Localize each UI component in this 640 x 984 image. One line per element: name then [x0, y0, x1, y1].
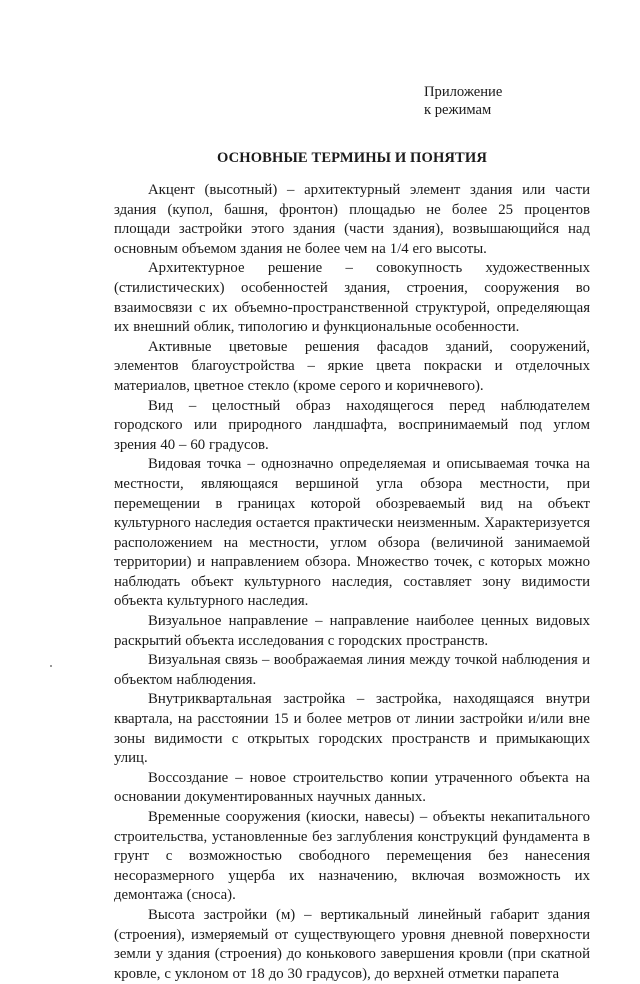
term-paragraph-building-height: Высота застройки (м) – вертикальный линейный габарит здания (строения), измеряемый от существующего уровня дневной поверхности земли у здания (строения) до конькового завершения кровли (при скатной кровле, с уклоном от 18 до 30 градусов), до верхней отметки парапета — [114, 906, 590, 982]
term-paragraph-visual-direction: Визуальное направление – направление наиболее ценных видовых раскрытий объекта исследования с городских пространств. — [114, 613, 590, 649]
term-paragraph-architectural-solution: Архитектурное решение – совокупность художественных (стилистических) особенностей здания, строения, сооружения во взаимосвязи с их объемно-пространственной структурой, определяющая их внешний облик, типологию и функциональные особенности. — [114, 260, 590, 336]
term-paragraph-view: Вид – целостный образ находящегося перед наблюдателем городского или природного ландшафта, воспринимаемый под углом зрения 40 – 60 градусов. — [114, 397, 590, 453]
term-paragraph-reconstruction: Воссоздание – новое строительство копии утраченного объекта на основании документированных научных данных. — [114, 769, 590, 806]
scan-speck — [50, 665, 52, 667]
term-paragraph-inner-block-development: Внутриквартальная застройка – застройка, находящаяся внутри квартала, на расстоянии 15 и более метров от линии застройки и/или вне зоны видимости с открытых городских пространств и примыкающих улиц. — [114, 691, 590, 767]
document-body — [114, 181, 590, 984]
appendix-line-1: Приложение — [424, 84, 503, 100]
appendix-line-2: к режимам — [424, 102, 492, 118]
term-paragraph-viewpoint: Видовая точка – однозначно определяемая и описываемая точка на местности, являющаяся вершиной угла обзора местности, при перемещении в границах которой обозреваемый вид на объект культурного наследия остается практически неизменным. Характеризуется расположением на местности, углом обзора (величиной занимаемой территории) и направлением обзора. Множество точек, с которых можно наблюдать объект культурного наследия, составляет зону видимости объекта культурного наследия. — [114, 456, 590, 610]
term-paragraph-accent: Акцент (высотный) – архитектурный элемент здания или части здания (купол, башня, фронтон) площадью не более 25 процентов площади застройки этого здания (части здания), возвышающийся над основным объемом здания не более чем на 1/4 его высоты. — [114, 182, 590, 257]
term-paragraph-visual-link: Визуальная связь – воображаемая линия между точкой наблюдения и объектом наблюдения. — [114, 652, 590, 688]
term-paragraph-temporary-structures: Временные сооружения (киоски, навесы) – объекты некапитального строительства, установленные без заглубления конструкций фундамента в грунт с возможностью свободного перемещения без нанесения несоразмерного ущерба их назначению, включая возможность их демонтажа (сноса). — [114, 809, 590, 904]
appendix-note — [424, 83, 502, 119]
page-title: ОСНОВНЫЕ ТЕРМИНЫ И ПОНЯТИЯ — [217, 150, 487, 166]
term-paragraph-active-colors: Активные цветовые решения фасадов зданий, сооружений, элементов благоустройства – яркие цвета покраски и отделочных материалов, цветное стекло (кроме серого и коричневого). — [114, 338, 590, 394]
